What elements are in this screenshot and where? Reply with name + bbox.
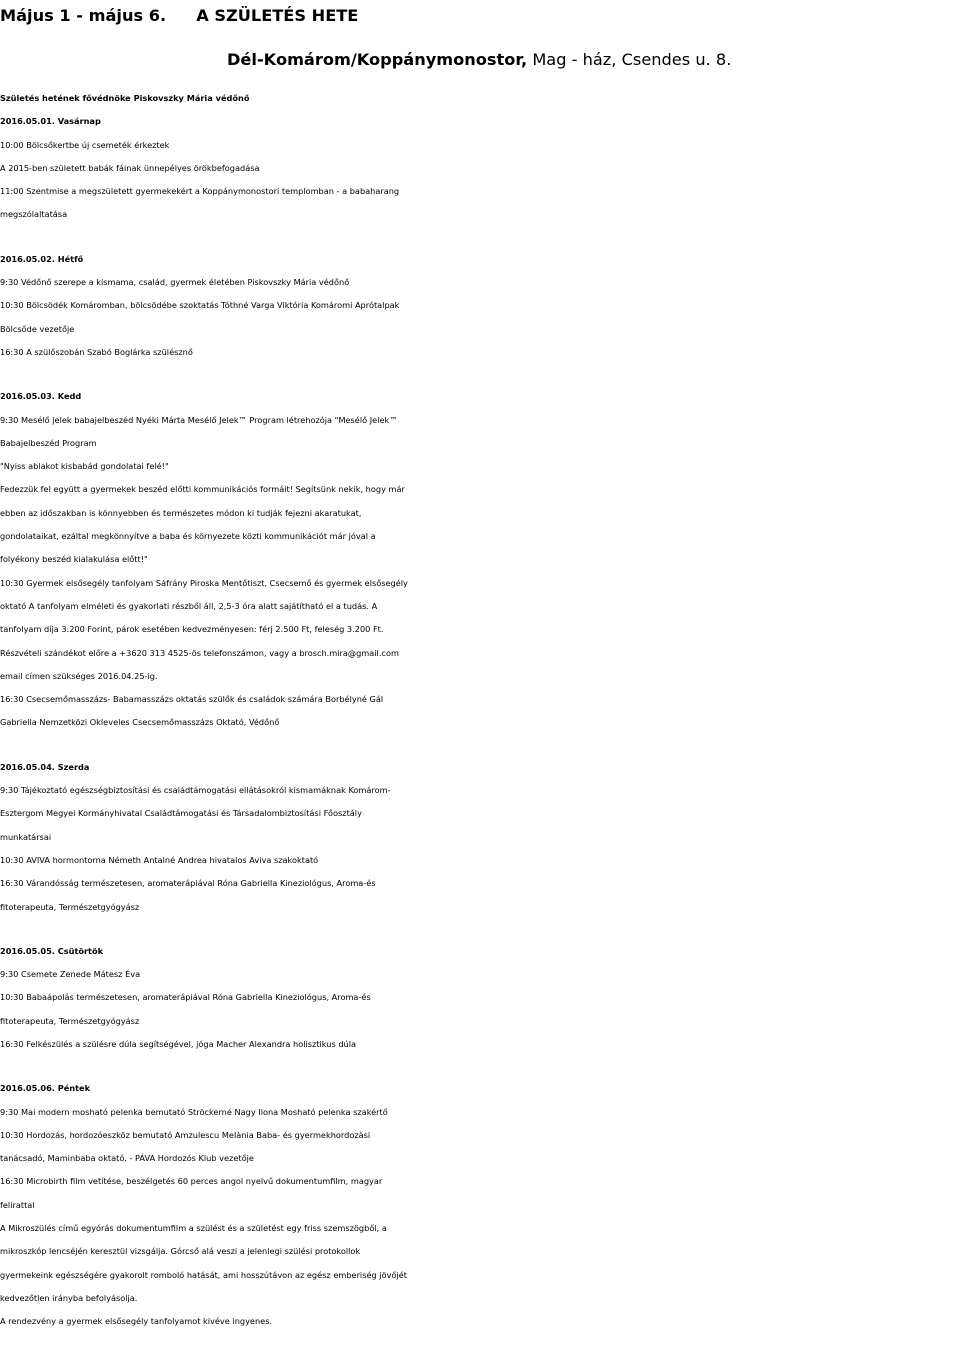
program-line: email címen szükséges 2016.04.25-ig. [0,670,158,681]
program-line: A rendezvény a gyermek elsősegély tanfolyamot kivéve ingyenes. [0,1316,273,1327]
day-weekday: Vasárnap [54,116,101,127]
day-weekday: Szerda [54,761,90,772]
program-line: Esztergom Megyei Kormányhivatal Családtámogatási és Társadalombiztosítási Főosztály [0,808,362,819]
program-line: megszólaltatása [0,209,68,220]
day-heading [0,385,960,408]
program-line: A 2015-ben született babák fáinak ünnepélyes örökbefogadása [0,162,260,173]
day-section [0,110,960,226]
program-line: gondolataikat, ezáltal megkönnyítve a baba és környezete közti kommunikációt már jóval a [0,531,376,542]
program-line: 10:30 Gyermek elsősegély tanfolyam Sáfrány Piroska Mentőtiszt, Csecsemő és gyermek elsősegély [0,577,408,588]
program-line: 10:30 Babaápolás természetesen, aromaterápiával Róna Gabriella Kineziológus, Aroma-és [0,992,371,1003]
location-rest: Mag - ház, Csendes u. 8. [527,50,732,69]
day-date: 2016.05.04. [0,761,55,772]
header-title: A SZÜLETÉS HETE [196,6,359,25]
document-page [0,4,960,1355]
day-weekday: Csütörtök [54,945,104,956]
program-line: 9:30 Csemete Zenede Mátesz Éva [0,969,141,980]
schedule [0,110,960,1333]
day-section [0,1077,960,1333]
day-date: 2016.05.01. [0,116,55,127]
program-line: Fedezzük fel együtt a gyermekek beszéd előtti kommunikációs formáit! Segítsünk nekik, hogy már [0,484,405,495]
day-weekday: Hétfő [54,253,84,264]
program-line: folyékony beszéd kialakulása előtt!" [0,554,148,565]
day-section [0,248,960,364]
program-line: 11:00 Szentmise a megszületett gyermekekért a Koppánymonostori templomban - a babaharang [0,186,400,197]
program-line: 9:30 Mai modern mosható pelenka bemutató Ströckerné Nagy Ilona Mosható pelenka szakértő [0,1106,388,1117]
day-heading [0,940,960,963]
program-line: Bölcsőde vezetője [0,323,75,334]
program-line: tanfolyam díja 3.200 Forint, párok esetében kedvezményesen: férj 2.500 Ft, feleség 3.200 Ft. [0,624,384,635]
day-heading [0,110,960,133]
program-line: kedvezőtlen irányba befolyásolja. [0,1292,138,1303]
program-line: gyermekeink egészségére gyakorolt romboló hatását, ami hosszútávon az egész emberiség jövőjét [0,1269,407,1280]
program-line: tanácsadó, Maminbaba oktató. - PÁVA Hordozós Klub vezetője [0,1153,254,1164]
program-line: ebben az időszakban is könnyebben és természetes módon ki tudják fejezni akaratukat, [0,507,362,518]
header-dates: Május 1 - május 6. [0,6,167,25]
program-line: oktató A tanfolyam elméleti és gyakorlati részből áll, 2,5-3 óra alatt sajátítható el a tudás. A [0,600,378,611]
program-line: 16:30 Csecsemőmasszázs- Babamasszázs oktatás szülők és családok számára Borbélyné Gál [0,694,384,705]
program-line: 16:30 Várandósság természetesen, aromaterápiával Róna Gabriella Kineziológus, Aroma-és [0,878,376,889]
day-section [0,385,960,734]
day-heading [0,248,960,271]
program-line: 9:30 Védőnő szerepe a kismama, család, gyermek életében Piskovszky Mária védőnő [0,277,350,288]
program-line: 9:30 Tájékoztató egészségbiztosítási és családtámogatási ellátásokról kismamáknak Komárom- [0,785,391,796]
program-line: 16:30 Microbirth film vetítése, beszélgetés 60 perces angol nyelvű dokumentumfilm, magyar [0,1176,383,1187]
day-weekday: Kedd [54,391,82,402]
program-line: Babajelbeszéd Program [0,437,97,448]
day-section [0,940,960,1056]
program-line: 10:30 Hordozás, hordozóeszköz bemutató Amzulescu Melània Baba- és gyermekhordozàsi [0,1129,371,1140]
program-line: fitoterapeuta, Természetgyógyász [0,1015,140,1026]
day-heading [0,1077,960,1100]
program-line: 16:30 A szülőszobán Szabó Boglárka szülésznő [0,346,193,357]
day-weekday: Péntek [54,1083,91,1094]
day-section [0,756,960,919]
program-line: mikroszkóp lencséjén keresztül vizsgálja. Górcső alá veszi a jelenlegi szülési protokollok [0,1246,361,1257]
program-line: Részvételi szándékot előre a +3620 313 4525-ös telefonszámon, vagy a brosch.mira@gmail.com [0,647,399,658]
day-date: 2016.05.06. [0,1083,55,1094]
day-date: 2016.05.05. [0,945,55,956]
program-line: 10:30 Bölcsödék Komáromban, bölcsödébe szoktatás Tóthné Varga Viktória Komáromi Aprótalpak [0,300,400,311]
location-bold: Dél-Komárom/Koppánymonostor, [227,50,528,69]
day-heading [0,756,960,779]
patron-line: Születés hetének fővédnöke Piskovszky Mária védőnő [0,93,250,103]
program-line: felirattal [0,1199,35,1210]
header-location [0,48,960,71]
program-line: munkatársai [0,831,52,842]
program-line: 9:30 Mesélő jelek babajelbeszéd Nyéki Márta Mesélő Jelek™ Program létrehozója "Mesélő Jelek™ [0,414,398,425]
day-date: 2016.05.03. [0,391,55,402]
program-line: fitoterapeuta, Természetgyógyász [0,901,140,912]
header-dates-title [0,4,960,27]
program-line: 10:30 AVIVA hormontorna Németh Antalné Andrea hivatalos Aviva szakoktató [0,854,319,865]
program-line: A Mikroszülés című egyórás dokumentumfilm a szülést és a születést egy friss szemszögből, a [0,1223,387,1234]
day-date: 2016.05.02. [0,253,55,264]
program-line: "Nyiss ablakot kisbabád gondolatai felé!" [0,461,169,472]
program-line: Gabriella Nemzetközi Okleveles Csecsemőmasszázs Oktató, Védőnő [0,717,280,728]
program-line: 16:30 Felkészülés a szülésre dúla segítségével, jóga Macher Alexandra holisztikus dúla [0,1038,357,1049]
program-line: 10:00 Bölcsőkertbe új csemeték érkeztek [0,139,170,150]
